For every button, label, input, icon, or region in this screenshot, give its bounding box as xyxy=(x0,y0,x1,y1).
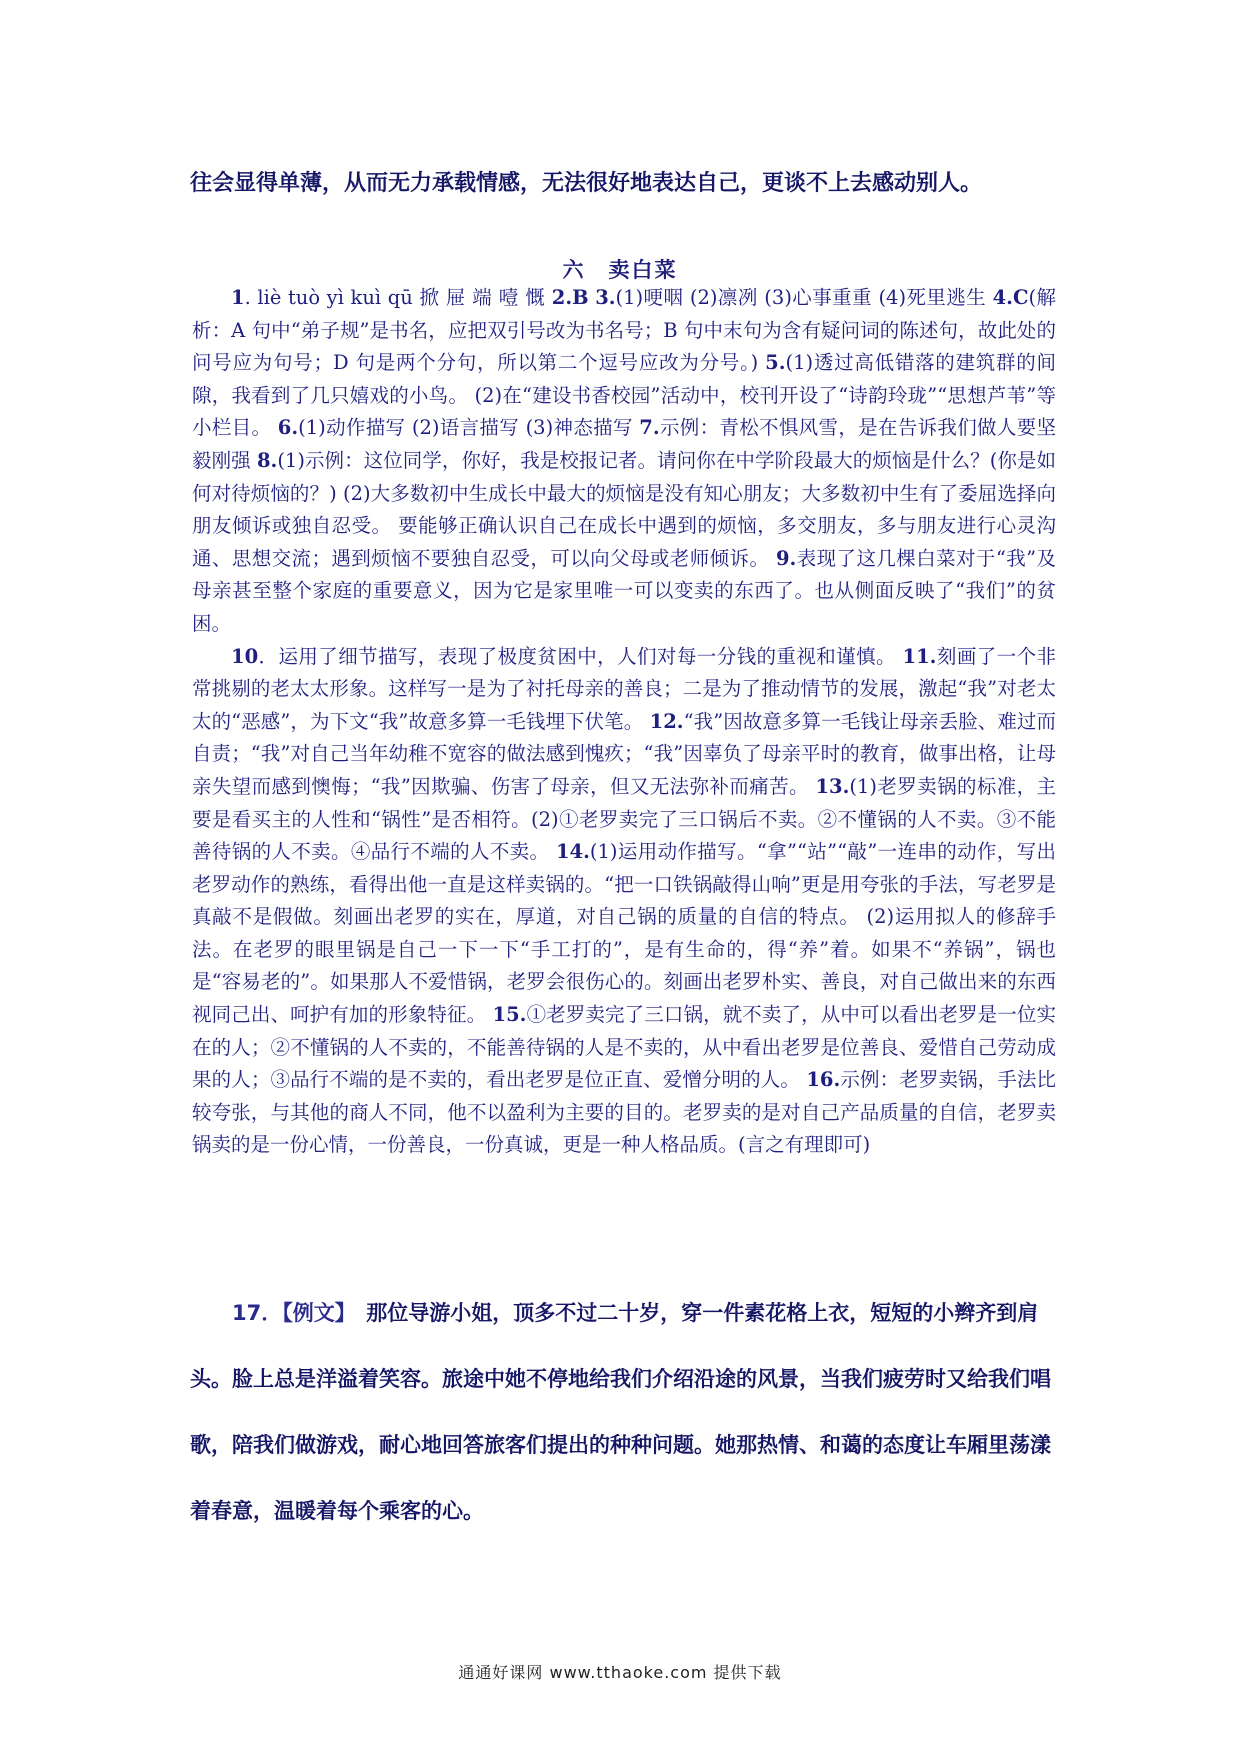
section-title: 六 卖白菜 xyxy=(562,258,678,282)
answer-text: ．运用了细节描写，表现了极度贫困中，人们对每一分钱的重视和谨慎。 xyxy=(258,644,903,668)
question-number: 15. xyxy=(492,1003,527,1027)
answer-text: 示例：青松不惧风雪，是在告诉我们做人要坚毅刚强 xyxy=(192,416,1056,472)
answer-text: (1)哽咽 (2)凛冽 (3)心事重重 (4)死里逃生 xyxy=(615,286,993,309)
example-essay xyxy=(190,1280,1056,1544)
answer-text: (1)运用动作描写。“拿”“站”“敲”一连串的动作，写出老罗动作的熟练，看得出他一直是这样卖锅的。“把一口铁锅敲得山响”更是用夸张的手法，写老罗是真敲不是假做。刻画出老罗的实在，厚道，对自己锅的质量的自信的特点。 (2)运用拟人的修辞手法。在老罗的眼里锅是自己一下一下“手工打的”，是有生命的，得“养”着。如果不“养锅”，锅也是“容易老的”。如果那人不爱惜锅，老罗会很伤心的。刻画出老罗朴实、善良，对自己做出来的东西视同己出、呵护有加的形象特征。 xyxy=(192,840,1056,1027)
answer-text: 示例：老罗卖锅，手法比较夸张，与其他的商人不同，他不以盈利为主要的目的。老罗卖的是对自己产品质量的自信，老罗卖锅卖的是一份心情，一份善良，一份真诚，更是一种人格品质。(言之有理即可) xyxy=(192,1068,1056,1157)
question-number: 11. xyxy=(902,644,937,668)
intro-paragraph: 往会显得单薄，从而无力承载情感，无法很好地表达自己，更谈不上去感动别人。 xyxy=(190,171,983,196)
question-number: 8. xyxy=(256,448,278,472)
answer-paragraph-2 xyxy=(192,641,1056,1163)
answer-text: (解析：A 句中“弟子规”是书名，应把双引号改为书名号；B 句中末句为含有疑问词的陈述句，故此处的问号应为句号；D 句是两个分句，所以第二个逗号应改为分号。) xyxy=(192,286,1056,375)
question-number: 14. xyxy=(555,840,590,864)
answer-text: . liè tuò yì kuì qū 掀 屉 端 噎 慨 xyxy=(244,286,552,309)
question-number: 7. xyxy=(639,416,660,440)
question-number: 9. xyxy=(775,546,797,570)
essay-text: 那位导游小姐，顶多不过二十岁，穿一件素花格上衣，短短的小辫齐到肩头。脸上总是洋溢着笑容。旅途中她不停地给我们介绍沿途的风景，当我们疲劳时又给我们唱歌，陪我们做游戏，耐心地回答旅客们提出的种种问题。她那热情、和蔼的态度让车厢里荡漾着春意，温暖着每个乘客的心。 xyxy=(190,1301,1051,1523)
question-number: 10 xyxy=(231,644,259,668)
answer-text: “我”因故意多算一毛钱让母亲丢脸、难过而自责；“我”对自己当年幼稚不宽容的做法感到愧疚；“我”因辜负了母亲平时的教育，做事出格，让母亲失望而感到懊悔；“我”因欺骗、伤害了母亲，但又无法弥补而痛苦。 xyxy=(192,709,1056,798)
answer-text: ①老罗卖完了三口锅，就不卖了，从中可以看出老罗是一位实在的人；②不懂锅的人不卖的，不能善待锅的人是不卖的，从中看出老罗是位善良、爱惜自己劳动成果的人；③品行不端的是不卖的，看出老罗是位正直、爱憎分明的人。 xyxy=(192,1003,1056,1092)
answer-text: (1)透过高低错落的建筑群的间隙，我看到了几只嬉戏的小鸟。 (2)在“建设书香校园”活动中，校刊开设了“诗韵玲珑”“思想芦苇”等小栏目。 xyxy=(192,351,1057,440)
answer-text: (1)示例：这位同学，你好，我是校报记者。请问你在中学阶段最大的烦恼是什么？(你是如何对待烦恼的？) (2)大多数初中生成长中最大的烦恼是没有知心朋友；大多数初中生有了委屈选择向朋友倾诉或独自忍受。 要能够正确认识自己在成长中遇到的烦恼，多交朋友，多与朋友进行心灵沟通、思想交流；遇到烦恼不要独自忍受，可以向父母或老师倾诉。 xyxy=(192,448,1056,570)
answer-paragraph-1 xyxy=(192,282,1056,641)
question-number: 6. xyxy=(277,416,299,440)
question-number: 1 xyxy=(231,286,245,309)
answer-text: 表现了这几棵白菜对于“我”及母亲甚至整个家庭的重要意义，因为它是家里唯一可以变卖的东西了。也从侧面反映了“我们”的贫困。 xyxy=(192,546,1056,635)
answer-text: (1)老罗卖锅的标准，主要是看买主的人性和“锅性”是否相符。(2)①老罗卖完了三口锅后不卖。②不懂锅的人不卖。③不能善待锅的人不卖。④品行不端的人不卖。 xyxy=(192,774,1056,864)
answer-text: 刻画了一个非常挑剔的老太太形象。这样写一是为了衬托母亲的善良；二是为了推动情节的发展，激起“我”对老太太的“恶感”，为下文“我”故意多算一毛钱埋下伏笔。 xyxy=(192,644,1056,733)
footer-source: 通通好课网 www.tthaoke.com 提供下载 xyxy=(458,1663,782,1682)
question-number: 5. xyxy=(765,351,786,375)
answer-key xyxy=(192,282,1056,1162)
question-number: 16. xyxy=(806,1068,841,1092)
question-number: 4.C xyxy=(992,286,1029,309)
question-number: 12. xyxy=(649,709,684,733)
essay-label: 17．【例文】 xyxy=(232,1301,346,1325)
question-number: 3. xyxy=(595,286,616,309)
question-number: 2.B xyxy=(551,286,589,309)
question-number: 13. xyxy=(815,774,850,798)
essay-paragraph xyxy=(190,1280,1056,1544)
answer-text: (1)动作描写 (2)语言描写 (3)神态描写 xyxy=(298,416,640,440)
